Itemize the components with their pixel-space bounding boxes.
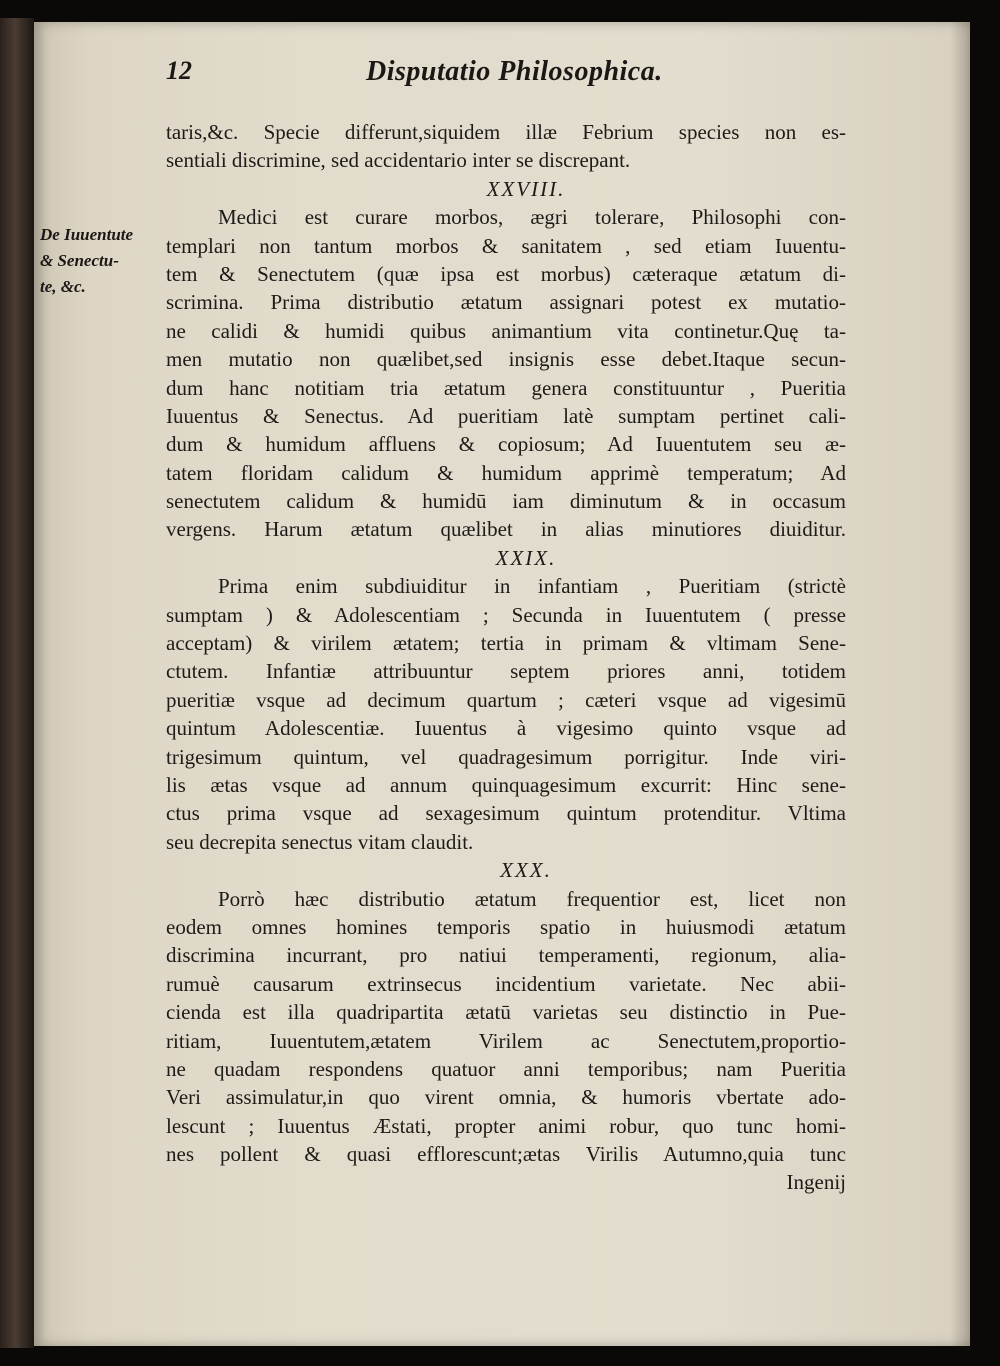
body-text [166, 118, 846, 1197]
text-line: acceptam) & virilem ætatem; tertia in primam & vltimam Sene- [166, 631, 846, 656]
text-line: ne calidi & humidi quibus animantium vita continetur.Quę ta- [166, 318, 846, 343]
section-number-30: XXX. [500, 858, 552, 883]
text-line: seu decrepita senectus vitam claudit. [166, 829, 474, 854]
text-line: lescunt ; Iuuentus Æstati, propter animi robur, quo tunc homi- [166, 1113, 846, 1138]
text-line: Iuuentus & Senectus. Ad pueritiam latè sumptam pertinet cali- [166, 403, 846, 428]
marginal-note-line: De Iuuentute [40, 225, 134, 244]
running-title: Disputatio Philosophica. [366, 56, 663, 87]
running-head [166, 56, 846, 96]
text-line: tem & Senectutem (quæ ipsa est morbus) cæteraque ætatum di- [166, 261, 846, 286]
text-line: ritiam, Iuuentutem,ætatem Virilem ac Senectutem,proportio- [166, 1028, 846, 1053]
text-line: trigesimum quintum, vel quadragesimum porrigitur. Inde viri- [166, 744, 846, 769]
text-line: cienda est illa quadripartita ætatū varietas seu distinctio in Pue- [166, 1000, 846, 1025]
text-line: senectutem calidum & humidū iam diminutum & in occasum [166, 489, 846, 514]
text-line: vergens. Harum ætatum quælibet in alias minutiores diuiditur. [166, 517, 846, 542]
section-number-29: XXIX. [495, 545, 557, 570]
text-line: sentiali discrimine, sed accidentario inter se discrepant. [166, 148, 631, 173]
marginal-note-line: & Senectu- [40, 251, 119, 270]
text-line: pueritiæ vsque ad decimum quartum ; cæteri vsque ad vigesimū [166, 687, 846, 712]
text-line: scrimina. Prima distributio ætatum assignari potest ex mutatio- [166, 290, 846, 315]
text-line: eodem omnes homines temporis spatio in huiusmodi ætatum [166, 914, 846, 939]
text-line: men mutatio non quælibet,sed insignis esse debet.Itaque secun- [166, 347, 846, 372]
section-number-28: XXVIII. [486, 176, 566, 201]
page-number: 12 [166, 56, 192, 85]
text-line: lis ætas vsque ad annum quinquagesimum excurrit: Hinc sene- [166, 772, 846, 797]
text-line: tatem floridam calidum & humidum apprimè temperatum; Ad [166, 460, 846, 485]
page-edge-shadow [950, 22, 970, 1346]
text-line: dum hanc notitiam tria ætatum genera constituuntur , Pueritia [166, 375, 846, 400]
text-line: taris,&c. Specie differunt,siquidem illæ Febrium species non es- [166, 120, 846, 144]
text-line: quintum Adolescentiæ. Iuuentus à vigesimo quinto vsque ad [166, 716, 846, 741]
marginal-note [40, 222, 170, 300]
marginal-note-line: te, &c. [40, 277, 86, 296]
text-line: discrimina incurrant, pro natiui temperamenti, regionum, alia- [166, 943, 846, 968]
text-line: ctus prima vsque ad sexagesimum quintum protenditur. Vltima [166, 801, 846, 826]
catchword: Ingenij [786, 1170, 846, 1195]
text-line: sumptam ) & Adolescentiam ; Secunda in Iuuentutem ( presse [166, 602, 846, 627]
text-line: ctutem. Infantiæ attribuuntur septem priores anni, totidem [166, 659, 846, 684]
text-line: rumuè causarum extrinsecus incidentium varietate. Nec abii- [166, 971, 846, 996]
text-line: Porrò hæc distributio ætatum frequentior est, licet non [218, 886, 846, 911]
book-binding-edge [0, 18, 34, 1348]
text-line: templari non tantum morbos & sanitatem , sed etiam Iuuentu- [166, 233, 846, 258]
text-line: nes pollent & quasi efflorescunt;ætas Virilis Autumno,quia tunc [166, 1142, 846, 1167]
text-line: Veri assimulatur,in quo virent omnia, & humoris vbertate ado- [166, 1085, 846, 1110]
text-line: ne quadam respondens quatuor anni temporibus; nam Pueritia [166, 1056, 846, 1081]
text-line: dum & humidum affluens & copiosum; Ad Iuuentutem seu æ- [166, 432, 846, 457]
text-line: Medici est curare morbos, ægri tolerare, Philosophi con- [218, 205, 846, 230]
text-line: Prima enim subdiuiditur in infantiam , Pueritiam (strictè [218, 574, 846, 599]
